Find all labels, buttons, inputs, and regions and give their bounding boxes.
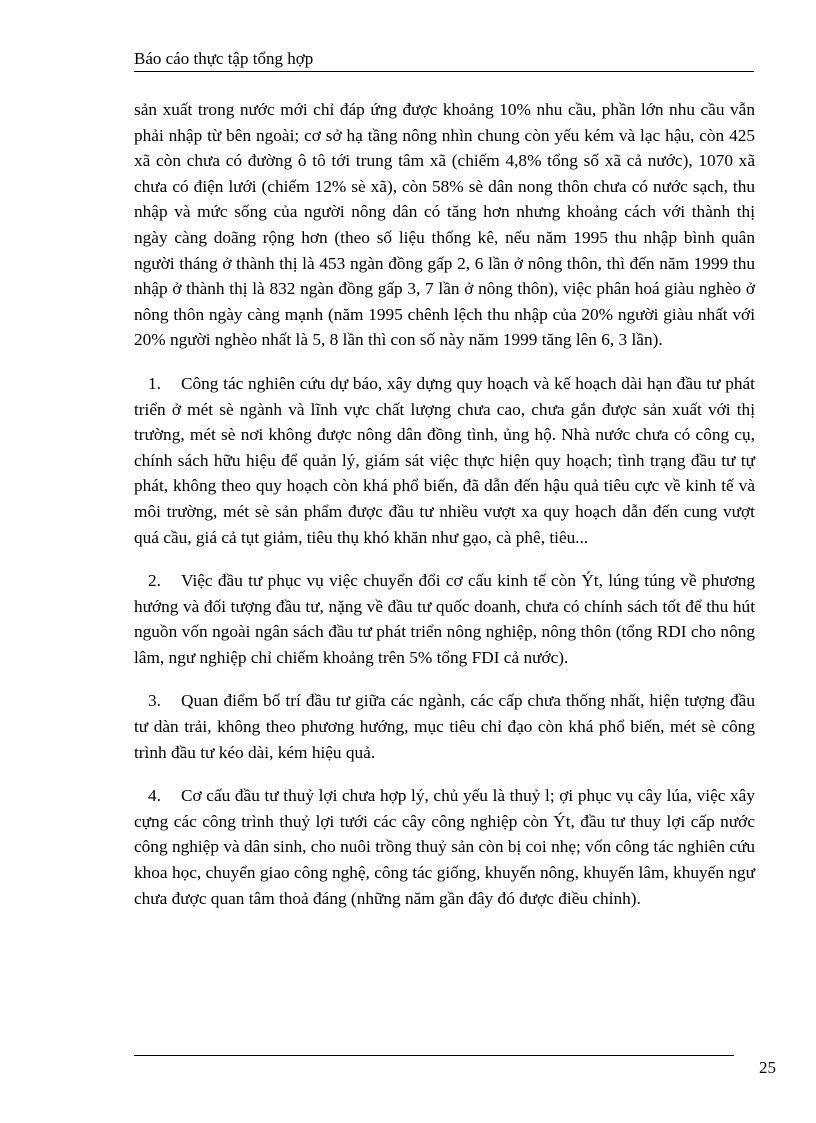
list-item-number: 2. [148,571,161,591]
list-item-text: Quan điểm bố trí đầu tư giữa các ngành, các cấp chưa thống nhất, hiện tượng đầu tư dàn trải, không theo phương hướng, mục tiêu chỉ đạo còn khá phổ biến, mét sè công trình đầu tư kéo dài, kém hiệu quả. [134,691,755,762]
document-body [134,97,755,911]
list-item-number: 1. [148,373,161,393]
list-item-text: Cơ cấu đầu tư thuỷ lợi chưa hợp lý, chủ yếu là thuỷ l; ợi phục vụ cây lúa, việc xây cựng các công trình thuỷ lợi tưới các cây công nghiệp còn Ýt, đầu tư thuy lợi cấp nước công nghiệp và dân sinh, cho nuôi trồng thuỷ sản còn bị coi nhẹ; vốn công tác nghiên cứu khoa học, chuyển giao công nghệ, công tác giống, khuyến nông, khuyến lâm, khuyến ngư chưa được quan tâm thoả đáng (những năm gần đây đó được điều chỉnh). [134,786,755,908]
list-item [134,688,755,765]
list-item-number: 4. [148,786,161,806]
list-item-number: 3. [148,691,161,711]
footer-divider [134,1055,734,1056]
page-header: Báo cáo thực tập tổng hợp [134,48,754,72]
list-item-text: Việc đầu tư phục vụ việc chuyển đổi cơ cấu kinh tế còn Ýt, lúng túng về phương hướng và đối tượng đầu tư, nặng về đầu tư quốc doanh, chưa có chính sách tốt để thu hút nguồn vốn ngoài ngân sách đầu tư phát triển nông nghiệp, nông thôn (tổng RDI cho nông lâm, ngư nghiệp chỉ chiếm khoảng trên 5% tổng FDI cả nước). [134,571,755,667]
list-item-text: Công tác nghiên cứu dự báo, xây dựng quy hoạch và kế hoạch dài hạn đầu tư phát triển ở mét sè ngành và lĩnh vực chất lượng chưa cao, chưa gắn được sản xuất với thị trường, mét sè nơi không được nông dân đồng tình, ủng hộ. Nhà nước chưa có công cụ, chính sách hữu hiệu để quản lý, giám sát việc thực hiện quy hoạch; tình trạng đầu tư tự phát, không theo quy hoạch còn khá phổ biến, đã dẫn đến hậu quả tiêu cực về kinh tế và môi trường, mét sè sản phẩm được đầu tư nhiều vượt xa quy hoạch dẫn đến cung vượt quá cầu, giá cả tụt giảm, tiêu thụ khó khăn như gạo, cà phê, tiêu... [134,373,755,547]
list-item [134,371,755,550]
list-item [134,783,755,911]
intro-paragraph: sản xuất trong nước mới chỉ đáp ứng được khoảng 10% nhu cầu, phần lớn nhu cầu vẫn phải nhập từ bên ngoài; cơ sở hạ tầng nông nhìn chung còn yếu kém và lạc hậu, còn 425 xã còn chưa có đường ô tô tới trung tâm xã (chiếm 4,8% tổng số xã cả nước), 1070 xã chưa có điện lưới (chiếm 12% sè xã), còn 58% sè dân nong thôn chưa có nước sạch, thu nhập và mức sống của người nông dân có tăng hơn nhưng khoảng cách với thành thị ngày càng doãng rộng hơn (theo số liệu thống kê, nếu năm 1995 thu nhập bình quân người tháng ở thành thị là 453 ngàn đồng gấp 2, 6 lần ở nông thôn, thì đến năm 1999 thu nhập ở thành thị là 832 ngàn đồng gấp 3, 7 lần ở nông thôn), việc phân hoá giàu nghèo ở nông thôn ngày càng mạnh (năm 1995 chênh lệch thu nhập của 20% người giàu nhất với 20% người nghèo nhất là 5, 8 lần thì con số này năm 1999 tăng lên 6, 3 lần). [134,100,755,350]
list-item [134,568,755,670]
page-number: 25 [759,1058,776,1077]
